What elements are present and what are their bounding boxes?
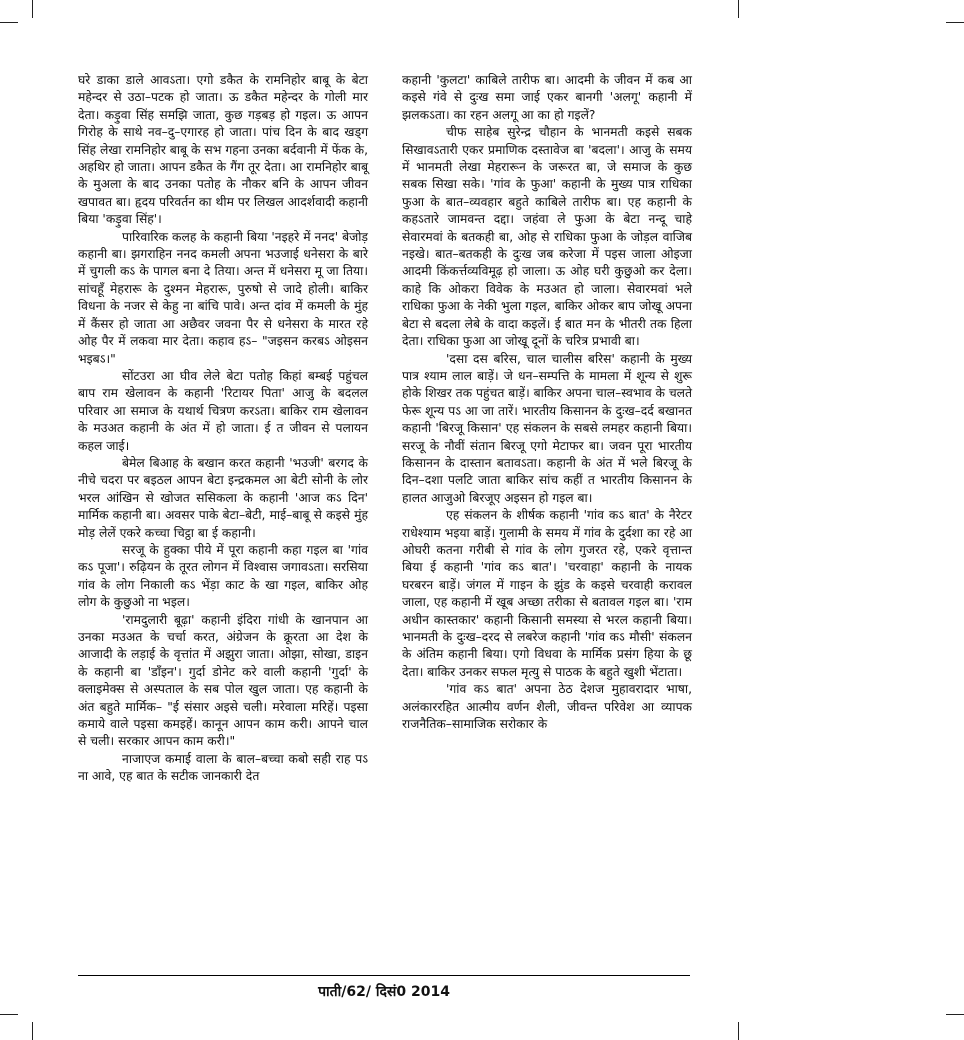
left-column — [78, 72, 368, 786]
paragraph: चीफ साहेब सुरेन्द्र चौहान के भानमती कइसे सबक सिखावऽतारी एकर प्रमाणिक दस्तावेज बा 'बदला'। आजु के समय में भानमती लेखा मेहरारून के जरूरत बा, जे समाज के कुछ सबक सिखा सके। 'गांव के फुआ' कहानी के मुख्य पात्र राधिका फुआ के बात–व्यवहार बहुते काबिले तारीफ बा। एह कहानी के कहऽतारे जामवन्त दद्दा। जहंवा ले फुआ के बेटा नन्दू चाहे सेवारमवां के बतकही बा, ओह से राधिका फुआ के जोड़ल वाजिब नइखे। बात–बतकही के दुःख जब करेजा में पइस जाला ओइजा आदमी किंकर्त्तव्यविमूढ़ हो जाला। ऊ ओह घरी कुछुओ कर देला। काहे कि ओकरा विवेक के मउअत हो जाला। सेवारमवां भले राधिका फुआ के नेकी भुला गइल, बाकिर ओकर बाप जोखू अपना बेटा से बदला लेबे के वादा कइलें। ई बात मन के भीतरी तक हिला देता। राधिका फुआ आ जोखू दूनों के चरित्र प्रभावी बा। — [402, 125, 692, 349]
crop-mark-top-right-v — [738, 0, 739, 18]
paragraph: सरजू के हुक्का पीये में पूरा कहानी कहा गइल बा 'गांव कऽ पूजा'। रुढ़ियन के तूरत लोगन में विश्वास जगावऽता। सरसिया गांव के लोग निकाली कऽ भेंड़ा काट के खा गइल, बाकिर ओह लोग के कुछुओ ना भइल। — [78, 542, 368, 610]
paragraph: पारिवारिक कलह के कहानी बिया 'नइहरे में ननद' बेजोड़ कहानी बा। झगराहिन ननद कमली अपना भउजाई धनेसरा के बारे में चुगली कऽ के पागल बना दे तिया। अन्त में धनेसरा मू जा तिया। सांचहूँ मेहरारू के दुश्मन मेहरारू, पुरुषो से जादे होली। बाकिर विधना के नजर से केहु ना बांचि पावे। अन्त दांव में कमली के मुंह में कैंसर हो जाता आ अछैवर जवना पैर से धनेसरा के मारत रहे ओह पैर में लकवा मार देता। कहाव हऽ– "जइसन करबऽ ओइसन भइबऽ।" — [78, 229, 368, 366]
footer-rule — [78, 975, 690, 976]
crop-mark-top-left-h — [0, 22, 18, 23]
crop-mark-bottom-right-v — [738, 1022, 739, 1040]
paragraph: एह संकलन के शीर्षक कहानी 'गांव कऽ बात' के नैरेटर राधेश्याम भइया बाड़ें। गुलामी के समय में गांव के दुर्दशा का रहे आ ओघरी कतना गरीबी से गांव के लोग गुजरत रहे, एकरे वृत्तान्त बिया ई कहानी 'गांव कऽ बात'। 'चरवाहा' कहानी के नायक घरबरन बाड़ें। जंगल में गाइन के झुंड के कइसे चरवाही करावल जाला, एह कहानी में खूब अच्छा तरीका से बतावल गइल बा। 'राम अधीन कास्तकार' कहानी किसानी समस्या से भरल कहानी बिया। भानमती के दुःख–दरद से लबरेज कहानी 'गांव कऽ मौसी' संकलन के अंतिम कहानी बिया। एगो विधवा के मार्मिक प्रसंग हिया के छू देता। बाकिर उनकर सफल मृत्यु से पाठक के बहुते खुशी भेंटाता। — [402, 508, 692, 679]
crop-mark-bottom-right-h — [946, 1014, 964, 1015]
paragraph: नाजाएज कमाई वाला के बाल–बच्चा कबो सही राह पऽ ना आवे, एह बात के सटीक जानकारी देत — [78, 751, 368, 784]
paragraph: बेमेल बिआह के बखान करत कहानी 'भउजी' बरगद के नीचे चदरा पर बइठल आपन बेटा इन्द्रकमल आ बेटी सोनी के लोर भरल आंखिन से खोजत ससिकला के कहानी 'आज कऽ दिन' मार्मिक कहानी बा। अवसर पाके बेटा–बेटी, माई–बाबू से कइसे मुंह मोड़ लेलें एकरे कच्चा चिट्ठा बा ई कहानी। — [78, 455, 368, 540]
page-footer: पाती/62/ दिसं0 2014 — [318, 984, 450, 1000]
paragraph: कहानी 'कुलटा' काबिले तारीफ बा। आदमी के जीवन में कब आ कइसे गंवे से दुःख समा जाई एकर बानगी 'अलगू' कहानी में झलकऽता। का रहन अलगू आ का हो गइलें? — [402, 73, 692, 122]
paragraph: 'दसा दस बरिस, चाल चालीस बरिस' कहानी के मुख्य पात्र श्याम लाल बाड़ें। जे धन–सम्पत्ति के मामला में शून्य से शुरू होके शिखर तक पहुंचत बाड़ें। बाकिर अपना चाल–स्वभाव के चलते फेरू शून्य पऽ आ जा तारें। भारतीय किसानन के दुःख–दर्द बखानत कहानी 'बिरजू किसान' एह संकलन के सबसे लमहर कहानी बिया। सरजू के नौवीं संतान बिरजू एगो मेटाफर बा। जवन पूरा भारतीय किसानन के दास्तान बतावऽता। कहानी के अंत में भले बिरजू के दिन–दशा पलटि जाता बाकिर सांच कहीं त भारतीय किसानन के हालत आजुओ बिरजूए अइसन हो गइल बा। — [402, 351, 692, 505]
crop-mark-bottom-left-h — [0, 1014, 18, 1015]
crop-mark-top-right-h — [946, 22, 964, 23]
paragraph: 'गांव कऽ बात' अपना ठेठ देशज मुहावरादार भाषा, अलंकाररहित आत्मीय वर्णन शैली, जीवन्त परिवेश आ व्यापक राजनैतिक–सामाजिक सरोकार के — [402, 682, 692, 732]
paragraph: 'रामदुलारी बूढ़ा' कहानी इंदिरा गांधी के खानपान आ उनका मउअत के चर्चा करत, अंग्रेजन के क्रूरता आ देश के आजादी के लड़ाई के वृत्तांत में अझुरा जाता। ओझा, सोखा, डाइन के कहानी बा 'डाँइन'। गुर्दा डोनेट करे वाली कहानी 'गुर्दा' के क्लाइमेक्स से अस्पताल के सब पोल खुल जाता। एह कहानी के अंत बहुते मार्मिक– "ई संसार अइसे चली। मरेवाला मरिहें। पइसा कमाये वाले पइसा कमइहें। कानून आपन काम करी। आपने चाल से चली। सरकार आपन काम करी।" — [78, 612, 368, 749]
paragraph: घरे डाका डाले आवऽता। एगो डकैत के रामनिहोर बाबू के बेटा महेन्दर से उठा–पटक हो जाता। ऊ डकैत महेन्दर के गोली मार देता। कड़ुवा सिंह समझि जाता, कुछ गड़बड़ हो गइल। ऊ आपन गिरोह के साथे नव–दु–एगारह हो जाता। पांच दिन के बाद खड्ग सिंह लेखा रामनिहोर बाबू के सभ गहना उनका बर्दवानी में फेंक के, अहथिर हो जाता। आपन डकैत के गैंग तूर देता। आ रामनिहोर बाबू के मुअला के बाद उनका पतोह के नौकर बनि के आपन जीवन खपावत बा। हृदय परिवर्तन का थीम पर लिखल आदर्शवादी कहानी बिया 'कड़ुवा सिंह'। — [78, 73, 368, 227]
crop-mark-top-left-v — [32, 0, 33, 18]
right-column — [402, 72, 692, 733]
crop-mark-bottom-left-v — [32, 1022, 33, 1040]
paragraph: सोंटउरा आ घीव लेले बेटा पतोह किहां बम्बई पहुंचल बाप राम खेलावन के कहानी 'रिटायर पिता' आजु के बदलल परिवार आ समाज के यथार्थ चित्रण करऽता। बाकिर राम खेलावन के मउअत कहानी के अंत में हो जाता। ई त जीवन से पलायन कहल जाई। — [78, 368, 368, 453]
